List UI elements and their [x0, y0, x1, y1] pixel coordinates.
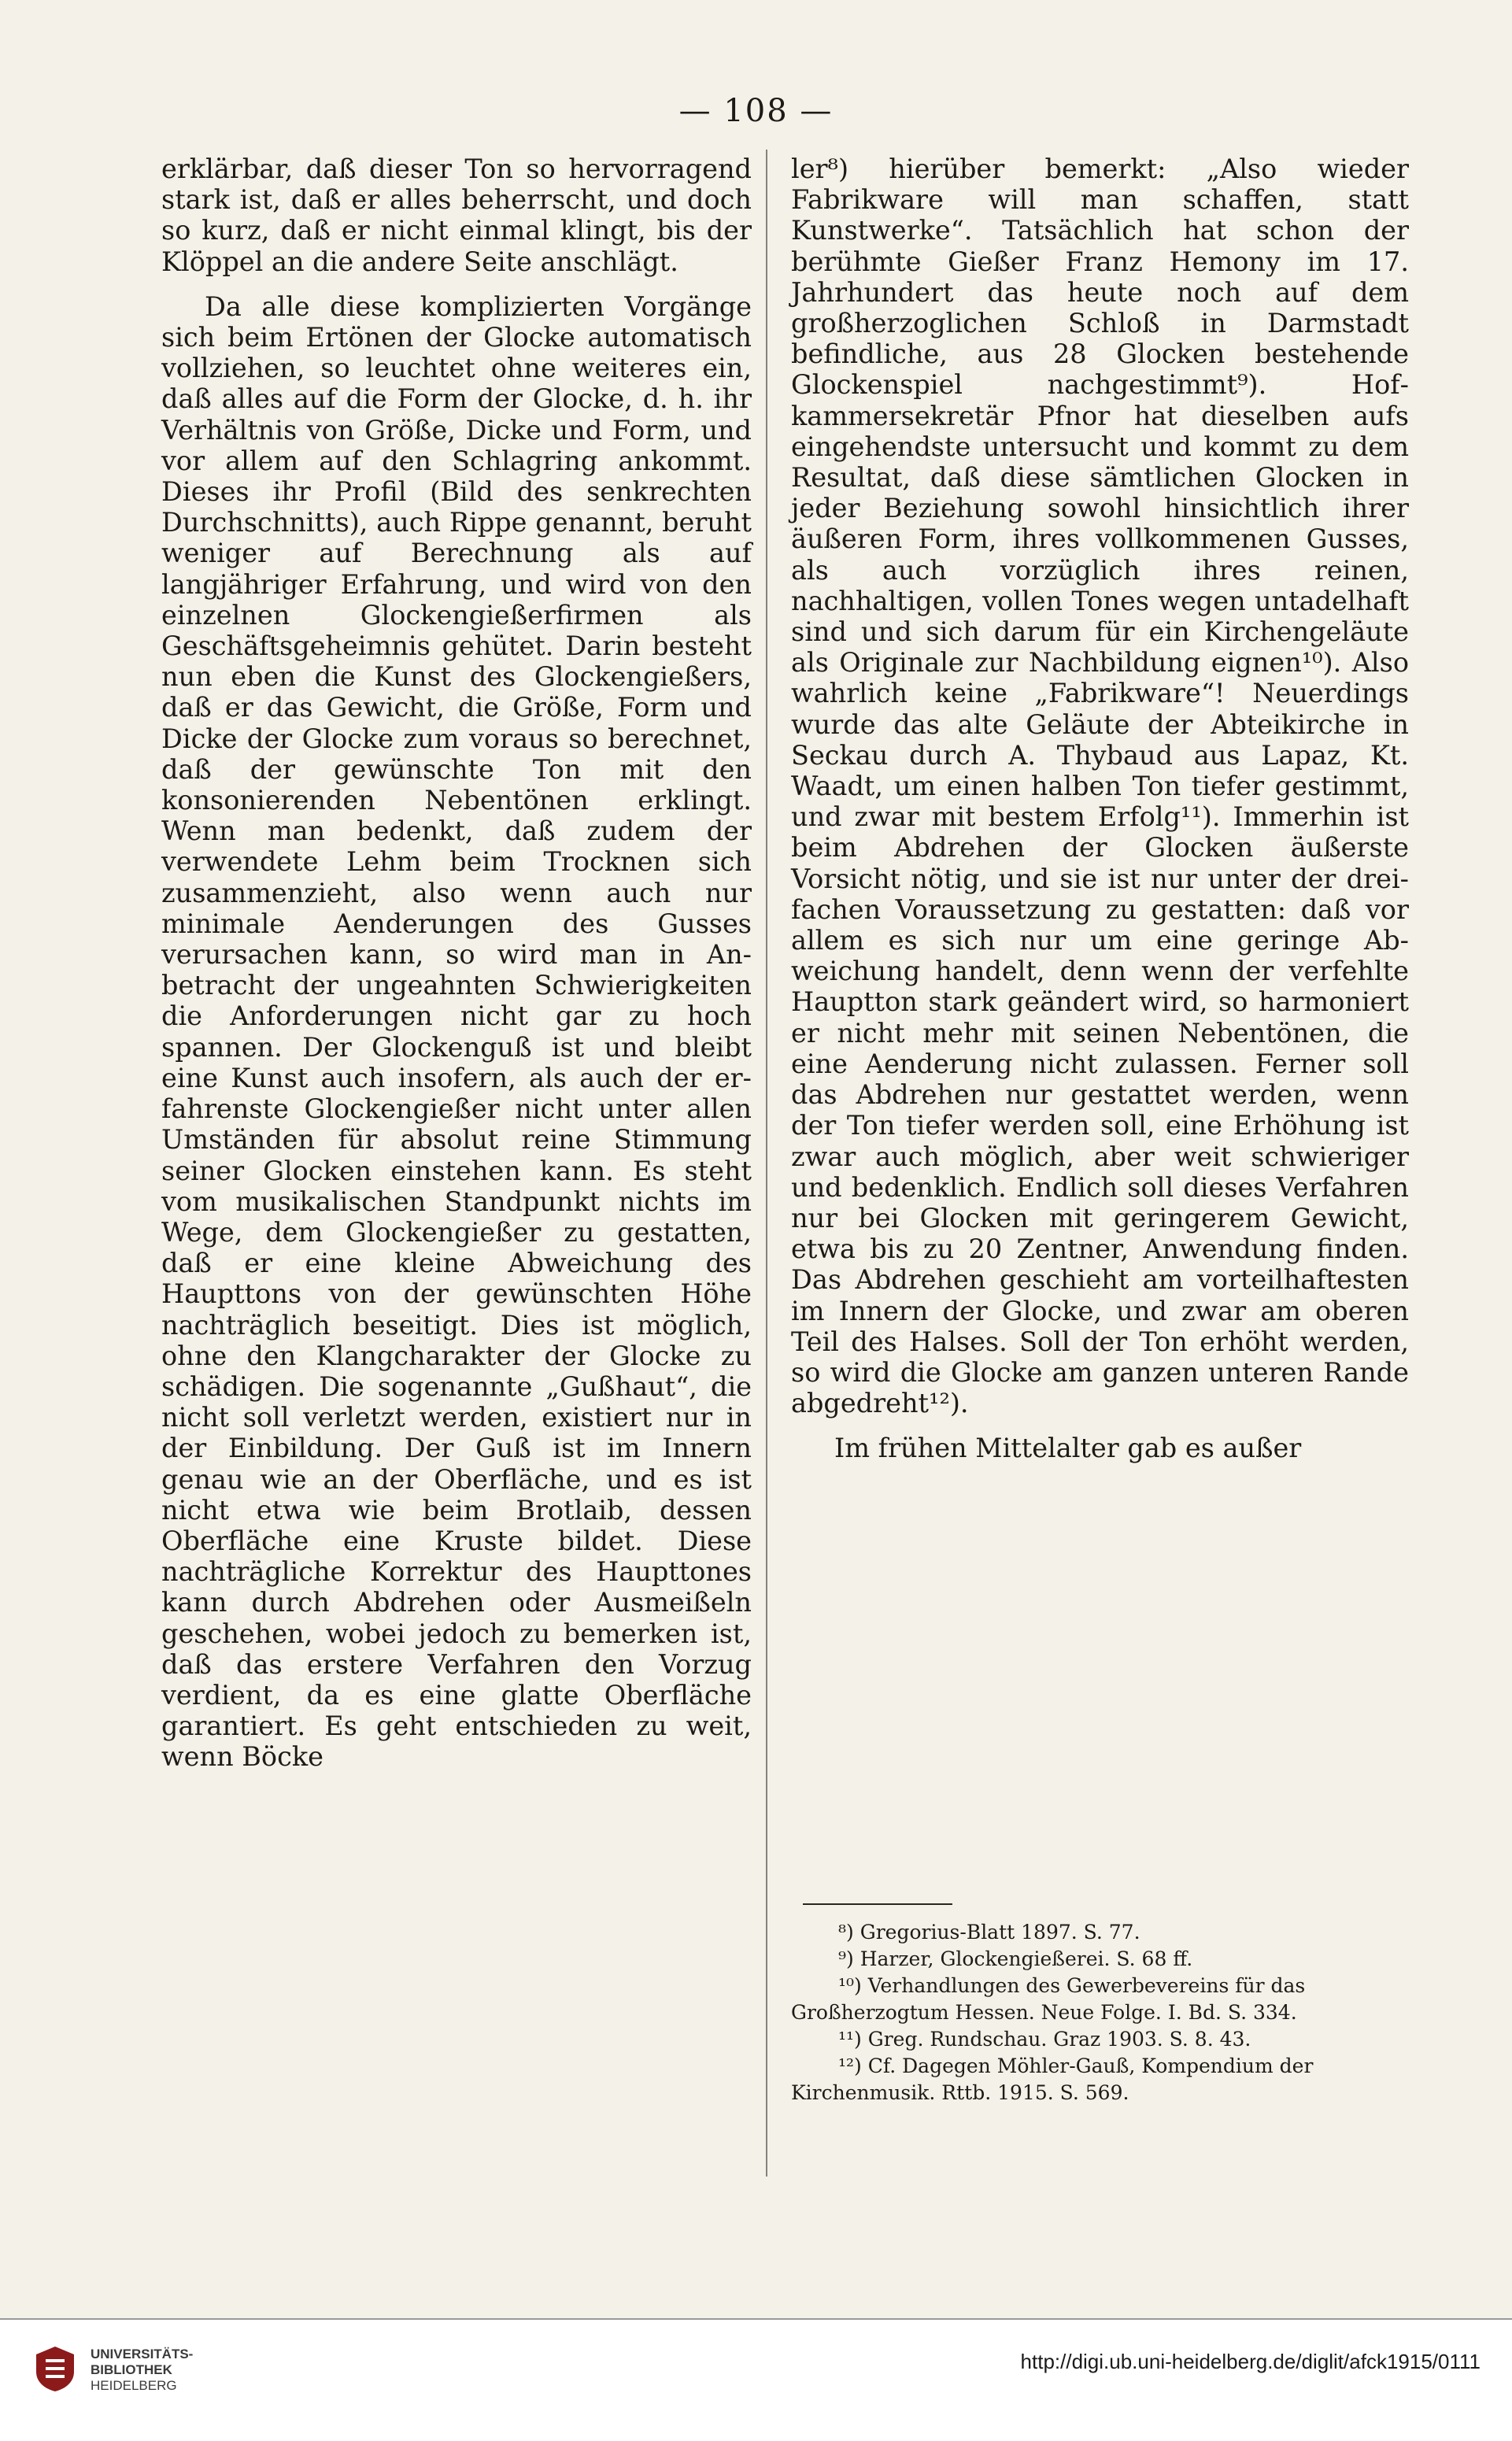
right-paragraph-1: ler⁸) hierüber bemerkt: „Also wieder Fabrikware will man schaffen, statt Kunstwerke“. Tatsächlich hat schon der berühmte Gießer Franz Hemony im 17. Jahrhundert das heute noch auf dem großherzoglichen Schloß in Darmstadt befindliche, aus 28 Glocken bestehende Glockenspiel nachgestimmt⁹). Hofkammersekretär Pfnor hat dieselben aufs eingehendste untersucht und kommt zu dem Resultat, daß diese sämtlichen Glocken in jeder Beziehung sowohl hinsichtlich ihrer äußeren Form, ihres vollkommenen Gusses, als auch vorzüglich ihres reinen, nachhaltigen, vollen Tones wegen untadelhaft sind und sich darum für ein Kirchengeläute als Originale zur Nachbildung eignen¹⁰). Also wahrlich keine „Fabrikware“! Neuerdings wurde das alte Geläute der Abteikirche in Seckau durch A. Thybaud aus Lapaz, Kt. Waadt, um einen halben Ton tiefer gestimmt, und zwar mit bestem Erfolg¹¹). Immerhin ist beim Abdrehen der Glocken äußerste Vorsicht nötig, und sie ist nur unter der dreifachen Voraussetzung zu gestatten: daß vor allem es sich nur um eine geringe Abweichung handelt, denn wenn der verfehlte Hauptton stark geändert wird, so harmoniert er nicht mehr mit seinen Nebentönen, die eine Aenderung nicht zulassen. Ferner soll das Abdrehen nur gestattet werden, wenn der Ton tiefer werden soll, eine Erhöhung ist zwar auch möglich, aber weit schwieriger und bedenklich. Endlich soll dieses Verfahren nur bei Glocken mit geringerem Gewicht, etwa bis zu 20 Zentner, Anwendung finden. Das Abdrehen geschieht am vorteilhaftesten im Innern der Glocke, und zwar am oberen Teil des Halses. Soll der Ton erhöht werden, so wird die Glocke am ganzen unteren Rande abgedreht¹²). — [791, 153, 1409, 1419]
left-paragraph-1: erklärbar, daß dieser Ton so hervorragend stark ist, daß er alles beherrscht, und doch so kurz, daß er nicht einmal klingt, bis der Klöppel an die andere Seite anschlägt. — [161, 153, 752, 277]
column-divider — [766, 150, 767, 2177]
left-column — [161, 153, 752, 1773]
footnote-9: ⁹) Harzer, Glockengießerei. S. 68 ff. — [838, 1947, 1193, 1970]
library-name-line-1: UNIVERSITÄTS- — [91, 2347, 194, 2361]
footnote-11: ¹¹) Greg. Rundschau. Graz 1903. S. 8. 43. — [838, 2028, 1251, 2051]
permalink-url[interactable]: http://digi.ub.uni-heidelberg.de/diglit/afck1915/0111 — [1020, 2350, 1481, 2373]
library-name-line-3: HEIDELBERG — [91, 2378, 177, 2393]
right-paragraph-2: Im frühen Mittelalter gab es außer — [834, 1433, 1302, 1464]
footnote-12: ¹²) Cf. Dagegen Möhler-Gauß, Kompendium der Kirchenmusik. Rttb. 1915. S. 569. — [791, 2055, 1314, 2104]
footnote-10: ¹⁰) Verhandlungen des Gewerbevereins für das Großherzogtum Hessen. Neue Folge. I. Bd. S. 334. — [791, 1974, 1306, 2024]
library-name — [91, 2347, 193, 2394]
viewer-footer — [0, 2318, 1512, 2441]
page-number: — 108 — — [678, 93, 834, 129]
footnote-8: ⁸) Gregorius-Blatt 1897. S. 77. — [838, 1921, 1140, 1944]
university-library-logo-icon — [30, 2343, 80, 2394]
right-column — [791, 153, 1409, 1464]
footnotes — [791, 1919, 1409, 2106]
library-name-line-2: BIBLIOTHEK — [91, 2362, 172, 2377]
left-paragraph-2: Da alle diese komplizierten Vorgänge sich beim Ertönen der Glocke automatisch vollziehen, so leuchtet ohne weiteres ein, daß alles auf die Form der Glocke, d. h. ihr Verhältnis von Größe, Dicke und Form, und vor allem auf den Schlagring ankommt. Dieses ihr Profil (Bild des senkrechten Durchschnitts), auch Rippe genannt, beruht weniger auf Berechnung als auf langjähriger Erfahrung, und wird von den einzelnen Glockengießerfirmen als Geschäftsgeheimnis gehütet. Darin besteht nun eben die Kunst des Glockengießers, daß er das Gewicht, die Größe, Form und Dicke der Glocke zum voraus so berechnet, daß der gewünschte Ton mit den konsonierenden Nebentönen erklingt. Wenn man bedenkt, daß zudem der verwendete Lehm beim Trocknen sich zusammenzieht, also wenn auch nur minimale Aenderungen des Gusses verursachen kann, so wird man in Anbetracht der ungeahnten Schwierigkeiten die Anforderungen nicht gar zu hoch spannen. Der Glockenguß ist und bleibt eine Kunst auch insofern, als auch der erfahrenste Glockengießer nicht unter allen Umständen für absolut reine Stimmung seiner Glocken einstehen kann. Es steht vom musikalischen Standpunkt nichts im Wege, dem Glockengießer zu gestatten, daß er eine kleine Abweichung des Haupttons von der gewünschten Höhe nachträglich beseitigt. Dies ist möglich, ohne den Klangcharakter der Glocke zu schädigen. Die sogenannte „Gußhaut“, die nicht soll verletzt werden, existiert nur in der Einbildung. Der Guß ist im Innern genau wie an der Oberfläche, und es ist nicht etwa wie beim Brotlaib, dessen Oberfläche eine Kruste bildet. Diese nachträgliche Korrektur des Haupttones kann durch Abdrehen oder Ausmeißeln geschehen, wobei jedoch zu bemerken ist, daß das erstere Verfahren den Vorzug verdient, da es eine glatte Oberfläche garantiert. Es geht entschieden zu weit, wenn Böcke — [161, 290, 752, 1773]
footnote-rule — [803, 1903, 952, 1905]
